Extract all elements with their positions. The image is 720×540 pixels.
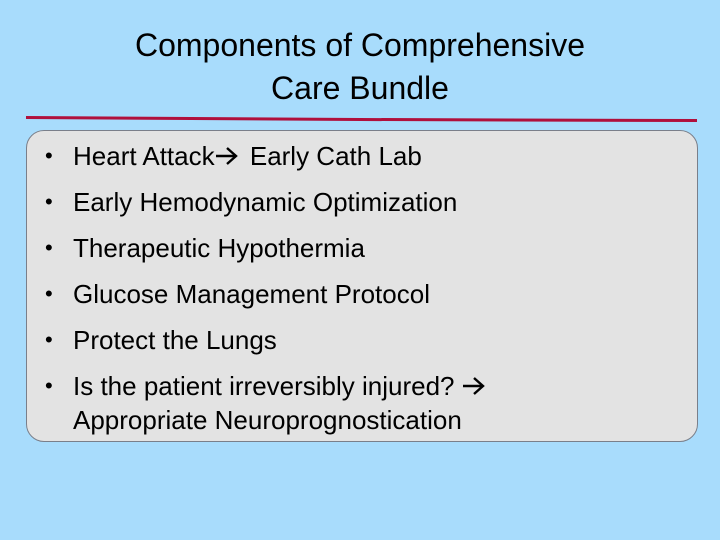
bullet-text: Protect the Lungs <box>73 325 277 355</box>
bullet-dot: • <box>45 373 53 398</box>
bullet-text-before-arrow: Heart Attack <box>73 141 215 171</box>
bullet-text: Therapeutic Hypothermia <box>73 233 365 263</box>
bullet-dot: • <box>45 143 53 168</box>
right-arrow-icon <box>462 376 486 396</box>
list-item <box>27 225 699 271</box>
list-item <box>27 363 699 437</box>
right-arrow-icon <box>215 146 239 166</box>
bullet-text: Early Hemodynamic Optimization <box>73 187 458 217</box>
list-item <box>27 133 699 179</box>
bullet-dot: • <box>45 281 53 306</box>
title-divider-rule <box>0 0 720 140</box>
bullet-content-box <box>26 130 698 442</box>
list-item <box>27 179 699 225</box>
bullet-dot: • <box>45 235 53 260</box>
list-item <box>27 317 699 363</box>
bullet-list <box>27 133 699 437</box>
list-item <box>27 271 699 317</box>
slide-title-line-2: Care Bundle <box>271 70 449 106</box>
bullet-text-after-arrow: Appropriate Neuroprognostication <box>73 405 462 435</box>
bullet-dot: • <box>45 327 53 352</box>
slide-title-line-1: Components of Comprehensive <box>134 27 585 63</box>
bullet-text-after-arrow: Early Cath Lab <box>242 141 422 171</box>
bullet-text-before-arrow: Is the patient irreversibly injured? <box>73 371 462 401</box>
bullet-dot: • <box>45 189 53 214</box>
bullet-text: Glucose Management Protocol <box>73 279 430 309</box>
